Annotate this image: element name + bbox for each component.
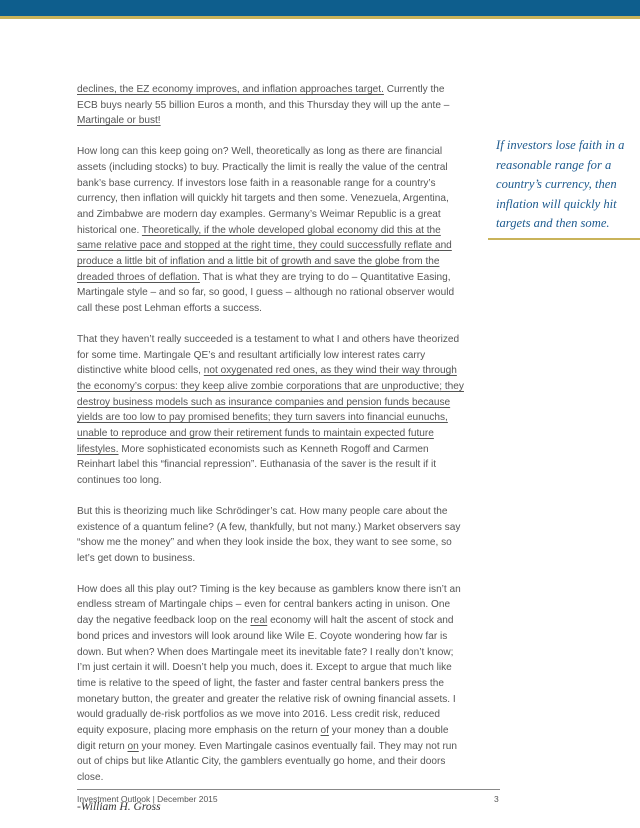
footer-publication: Investment Outlook | December 2015 (77, 794, 218, 804)
footer-rule (77, 789, 500, 790)
paragraph (77, 82, 468, 129)
text-span: not oxygenated red ones, as they wind their way through the economy’s corpus: they keep alive zombie corporations that are unproductive; they destroy business models such as insurance companies and pension funds because yields are too low to pay promised benefits; they turn savers into financial eunuchs, unable to reproduce and grow their retirement funds to maintain expected future lifestyles. (77, 365, 464, 455)
author-signature: -William H. Gross (77, 800, 161, 813)
text-span: real (250, 615, 268, 627)
paragraph (77, 582, 468, 786)
text-span: Theoretically, if the whole developed global economy did this at the same relative pace and stopped at the right time, they could successfully reflate and produce a little bit of inflation and a little bit of growth and save the globe from the dreaded throes of deflation. (77, 224, 452, 283)
page-number: 3 (494, 794, 499, 804)
text-span: But this is theorizing much like Schrödinger’s cat. How many people care about the existence of a quantum feline? (A few, thankfully, but not many.) Market observers say “show me the money” and when they look inside the box, they want to see some, so let’s get down to business. (77, 505, 461, 564)
paragraph (77, 332, 468, 489)
text-span: of (320, 725, 329, 737)
header-accent-line (0, 16, 640, 19)
header-bar (0, 0, 640, 16)
text-span: declines, the EZ economy improves, and inflation approaches target. (77, 84, 384, 95)
paragraph (77, 504, 468, 567)
paragraph (77, 144, 468, 317)
text-span: That they haven’t really succeeded is a testament to what I and others have theorized for some time. Martingale QE’s and resultant artificially low interest rates carry distinctive white blood cells, (77, 333, 460, 377)
text-span: your money than a double digit return (77, 725, 449, 752)
text-span: More sophisticated economists such as Kenneth Rogoff and Carmen Reinhart label this “financial repression”. Euthanasia of the saver is the result if it continues too long. (77, 443, 437, 487)
article-body (77, 82, 468, 813)
text-span: How does all this play out? Timing is the key because as gamblers know there isn’t an endless stream of Martingale chips – even for central bankers acting in unison. One day the negative feedback loop on the (77, 583, 461, 627)
text-span: on (127, 740, 139, 752)
pull-quote: If investors lose faith in a reasonable range for a country’s currency, then inflation will quickly hit targets and then some. (496, 138, 625, 231)
text-span: How long can this keep going on? Well, theoretically as long as there are financial assets (including stocks) to buy. Practically the limit is really the value of the central bank’s base currency. If investors lose faith in a reasonable range for a country’s currency, then inflation will quickly hit targets and then some. Venezuela, Argentina, and Zimbabwe are modern day examples. Germany’s Weimar Republic is a great historical one. (77, 146, 449, 236)
text-span: Currently the ECB buys nearly 55 billion Euros a month, and this Thursday they will up the ante – (77, 84, 450, 111)
text-span: Martingale or bust! (77, 115, 161, 127)
text-span: economy will halt the ascent of stock and bond prices and investors will look around like Wile E. Coyote wondering how far is down. But when? When does Martingale meet its inevitable fate? I really don’t know; I’m just certain it will. Doesn’t help you much, does it. Except to argue that much like time is relative to the speed of light, the faster and faster central bankers press the monetary button, the greater and greater the relative risk of owning financial assets. I would gradually de-risk portfolios as we move into 2016. Less credit risk, reduced equity exposure, placing more emphasis on the return (77, 615, 456, 737)
pull-quote-rule (488, 238, 640, 240)
text-span: your money. Even Martingale casinos eventually fail. They may not run out of chips but like Atlantic City, the gamblers eventually go home, and their doors close. (77, 740, 458, 784)
text-span: That is what they are trying to do – Quantitative Easing, Martingale style – and so far, so good, I guess – although no rational observer would call these post Lehman efforts a success. (77, 271, 455, 315)
